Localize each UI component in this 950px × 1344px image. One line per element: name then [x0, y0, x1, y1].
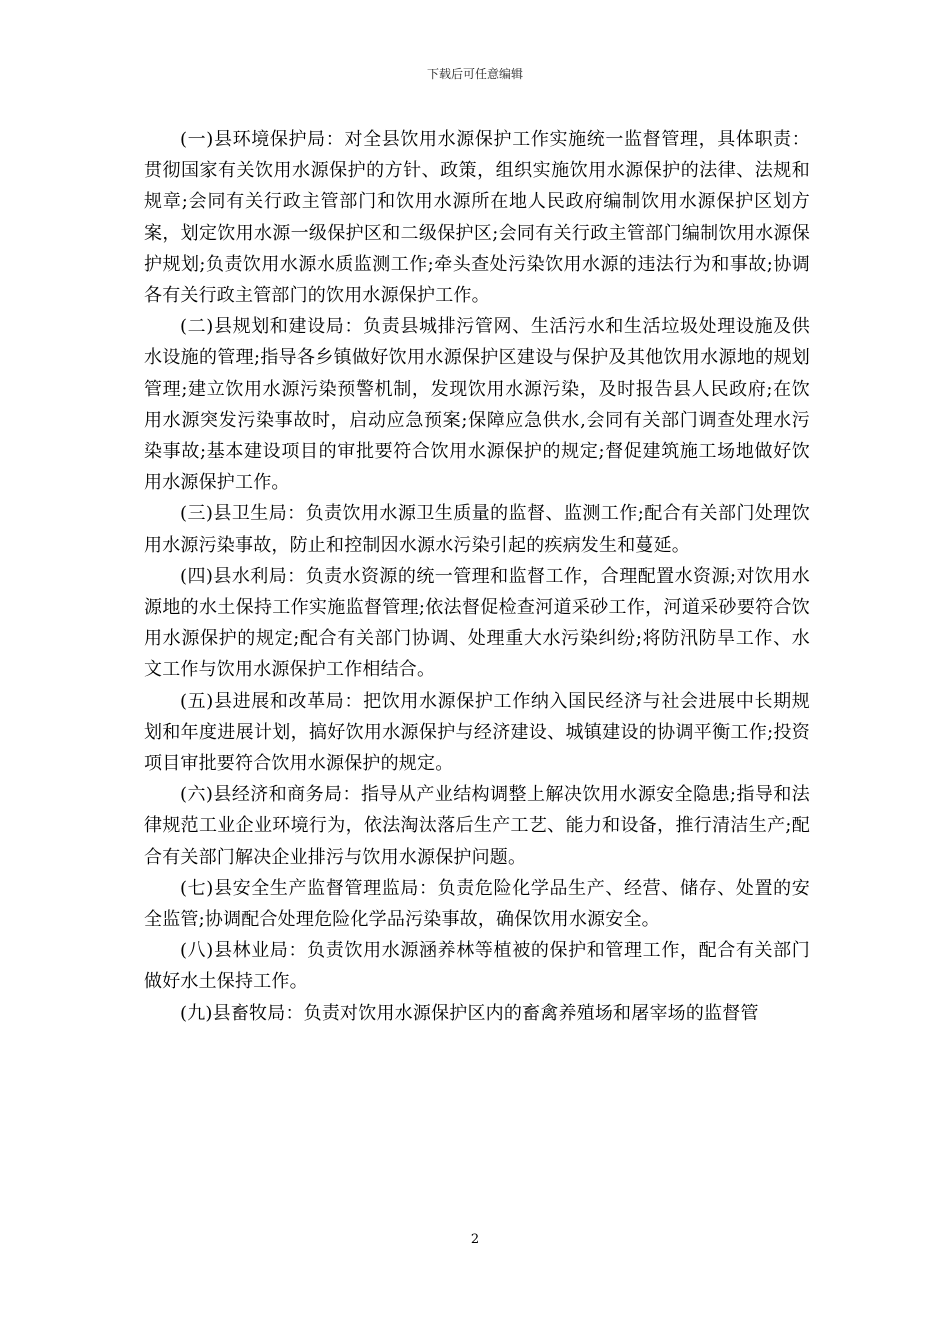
paragraph-livestock-bureau: (九)县畜牧局：负责对饮用水源保护区内的畜禽养殖场和屠宰场的监督管	[180, 1002, 759, 1024]
paragraph-development-bureau: (五)县进展和改革局：把饮用水源保护工作纳入国民经济与社会进展中长期规划和年度进展计划，搞好饮用水源保护与经济建设、城镇建设的协调平衡工作;投资项目审批要符合饮用水源保护的规定。	[144, 690, 810, 775]
paragraph-water-bureau: (四)县水利局：负责水资源的统一管理和监督工作，合理配置水资源;对饮用水源地的水土保持工作实施监督管理;依法督促检查河道采砂工作，河道采砂要符合饮用水源保护的规定;配合有关部门协调、处理重大水污染纠纷;将防汛防旱工作、水文工作与饮用水源保护工作相结合。	[144, 565, 810, 681]
paragraph-safety-bureau: (七)县安全生产监督管理监局：负责危险化学品生产、经营、储存、处置的安全监管;协调配合处理危险化学品污染事故，确保饮用水源安全。	[144, 877, 810, 931]
paragraph-forestry-bureau: (八)县林业局：负责饮用水源涵养林等植被的保护和管理工作，配合有关部门做好水土保持工作。	[144, 940, 810, 993]
paragraph-planning-bureau: (二)县规划和建设局：负责县城排污管网、生活污水和生活垃圾处理设施及供水设施的管理;指导各乡镇做好饮用水源保护区建设与保护及其他饮用水源地的规划管理;建立饮用水源污染预警机制，发现饮用水源污染，及时报告县人民政府;在饮用水源突发污染事故时，启动应急预案;保障应急供水,会同有关部门调查处理水污染事故;基本建设项目的审批要符合饮用水源保护的规定;督促建筑施工场地做好饮用水源保护工作。	[144, 316, 810, 494]
paragraph-health-bureau: (三)县卫生局：负责饮用水源卫生质量的监督、监测工作;配合有关部门处理饮用水源污染事故，防止和控制因水源水污染引起的疾病发生和蔓延。	[144, 503, 810, 556]
paragraph-commerce-bureau: (六)县经济和商务局：指导从产业结构调整上解决饮用水源安全隐患;指导和法律规范工业企业环境行为，依法淘汰落后生产工艺、能力和设备，推行清洁生产;配合有关部门解决企业排污与饮用水源保护问题。	[144, 784, 810, 868]
page-number: 2	[470, 1232, 480, 1247]
document-body	[144, 124, 810, 1029]
paragraph-environment-bureau: (一)县环境保护局：对全县饮用水源保护工作实施统一监督管理，具体职责：贯彻国家有关饮用水源保护的方针、政策，组织实施饮用水源保护的法律、法规和规章;会同有关行政主管部门和饮用水源所在地人民政府编制饮用水源保护区划方案，划定饮用水源一级保护区和二级保护区;会同有关行政主管部门编制饮用水源保护规划;负责饮用水源水质监测工作;牵头查处污染饮用水源的违法行为和事故;协调各有关行政主管部门的饮用水源保护工作。	[144, 129, 810, 307]
page-header: 下载后可任意编辑	[426, 67, 523, 81]
